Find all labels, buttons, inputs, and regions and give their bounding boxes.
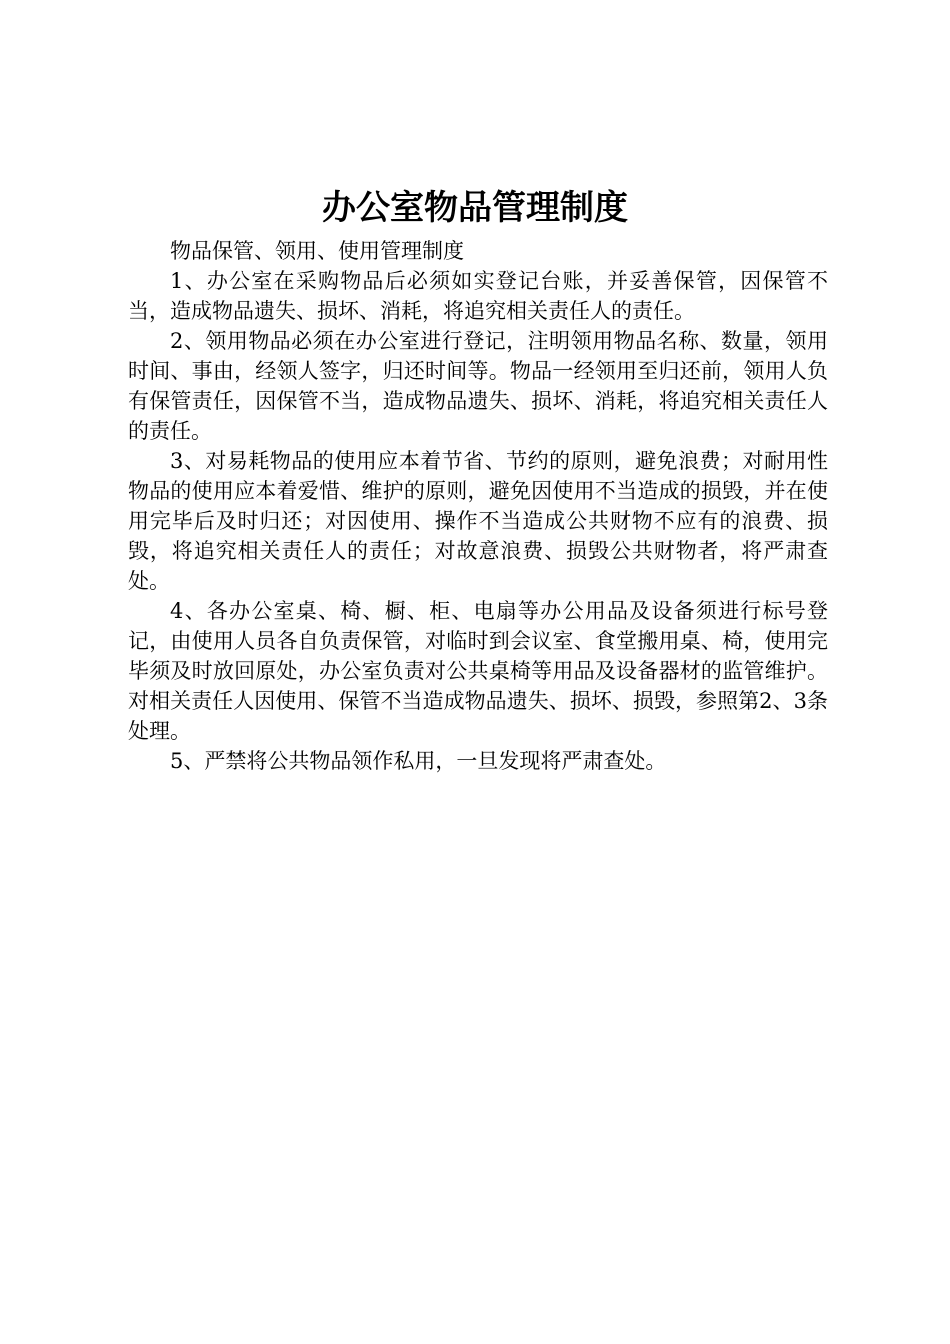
paragraph-item-3: 3、对易耗物品的使用应本着节省、节约的原则，避免浪费；对耐用性物品的使用应本着爱惜、维护的原则，避免因使用不当造成的损毁，并在使用完毕后及时归还；对因使用、操作不当造成公共财物不应有的浪费、损毁，将追究相关责任人的责任；对故意浪费、损毁公共财物者，将严肃查处。	[128, 449, 828, 593]
paragraph-item-5: 5、严禁将公共物品领作私用，一旦发现将严肃查处。	[170, 749, 667, 773]
paragraph-item-2: 2、领用物品必须在办公室进行登记，注明领用物品名称、数量，领用时间、事由，经领人签字，归还时间等。物品一经领用至归还前，领用人负有保管责任，因保管不当，造成物品遗失、损坏、消耗，将追究相关责任人的责任。	[128, 329, 828, 443]
document-title: 办公室物品管理制度	[322, 188, 628, 228]
section-heading: 物品保管、领用、使用管理制度	[170, 239, 464, 263]
paragraph-item-1: 1、办公室在采购物品后必须如实登记台账，并妥善保管，因保管不当，造成物品遗失、损坏、消耗，将追究相关责任人的责任。	[128, 269, 828, 323]
paragraph-item-4: 4、各办公室桌、椅、橱、柜、电扇等办公用品及设备须进行标号登记，由使用人员各自负责保管，对临时到会议室、食堂搬用桌、椅，使用完毕须及时放回原处，办公室负责对公共桌椅等用品及设备器材的监管维护。对相关责任人因使用、保管不当造成物品遗失、损坏、损毁，参照第2、3条处理。	[128, 599, 828, 743]
document-body	[128, 236, 828, 776]
